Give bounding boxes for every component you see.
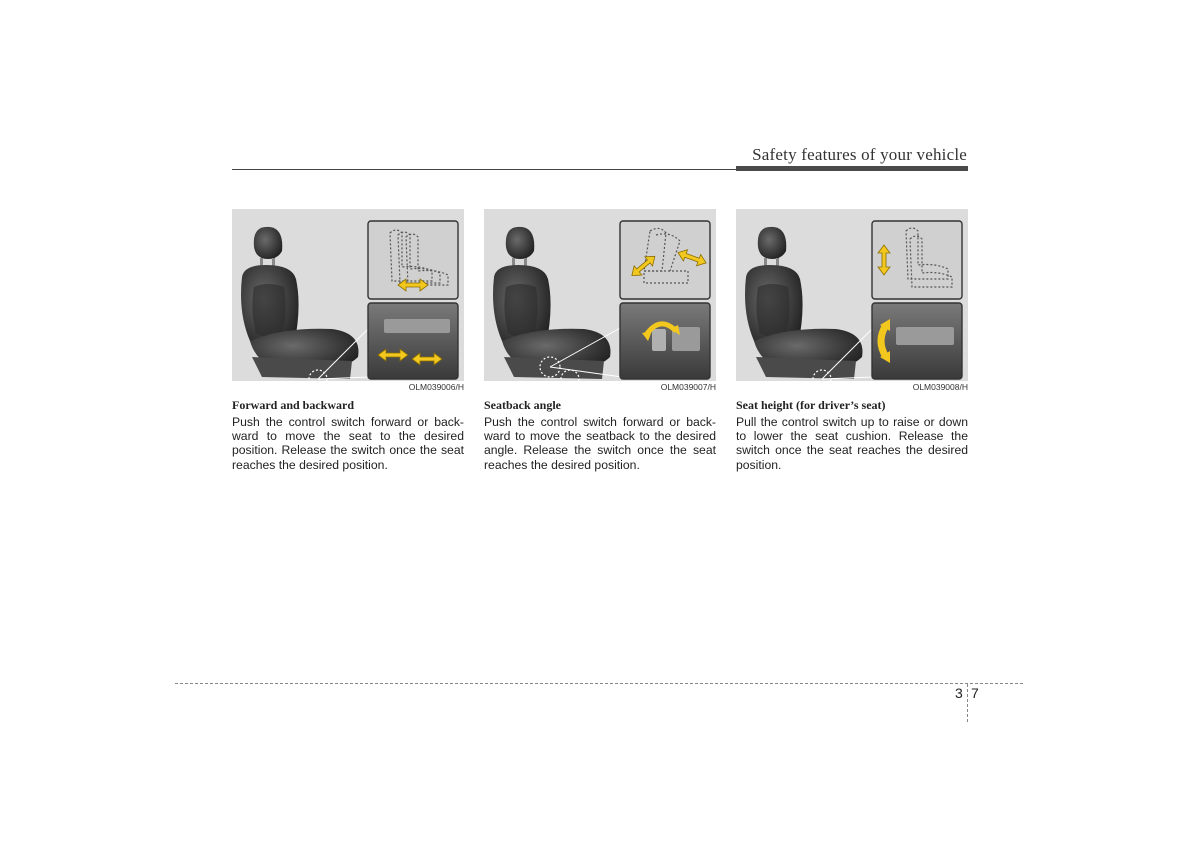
section-seat-height — [736, 209, 968, 472]
section-forward-backward — [232, 209, 464, 472]
section-title: Forward and backward — [232, 398, 355, 412]
figure-code: OLM039007/H — [660, 382, 716, 392]
figure-code: OLM039008/H — [912, 382, 968, 392]
section-body: Push the control switch forward or back-ward to move the seat to the desired position. Release the switch once the seat reaches the desired position. — [232, 415, 464, 472]
footer-dashed-rule — [175, 683, 1023, 684]
section-seatback-angle — [484, 209, 716, 472]
section-body: Pull the control switch up to raise or down to lower the seat cushion. Release the switch once the seat reaches the desired position. — [736, 415, 968, 472]
page-number: 7 — [971, 685, 979, 701]
seat-illustration — [745, 227, 862, 381]
seat-illustration — [493, 227, 610, 381]
figure-code: OLM039006/H — [408, 382, 464, 392]
footer-page-divider — [967, 684, 968, 722]
figure-forward-backward — [232, 209, 464, 381]
section-title: Seatback angle — [484, 398, 562, 412]
figure-seat-height — [736, 209, 968, 381]
section-body: Push the control switch forward or back-ward to move the seatback to the desired angle. Release the switch once the seat reaches the desired position. — [484, 415, 716, 472]
seat-illustration — [241, 227, 358, 381]
page-chapter-number: 3 — [955, 685, 963, 701]
section-title: Seat height (for driver’s seat) — [736, 398, 886, 412]
page-header-title: Safety features of your vehicle — [752, 145, 967, 164]
header-rule — [232, 169, 736, 170]
header-accent-bar — [736, 166, 968, 171]
figure-seatback-angle — [484, 209, 716, 381]
